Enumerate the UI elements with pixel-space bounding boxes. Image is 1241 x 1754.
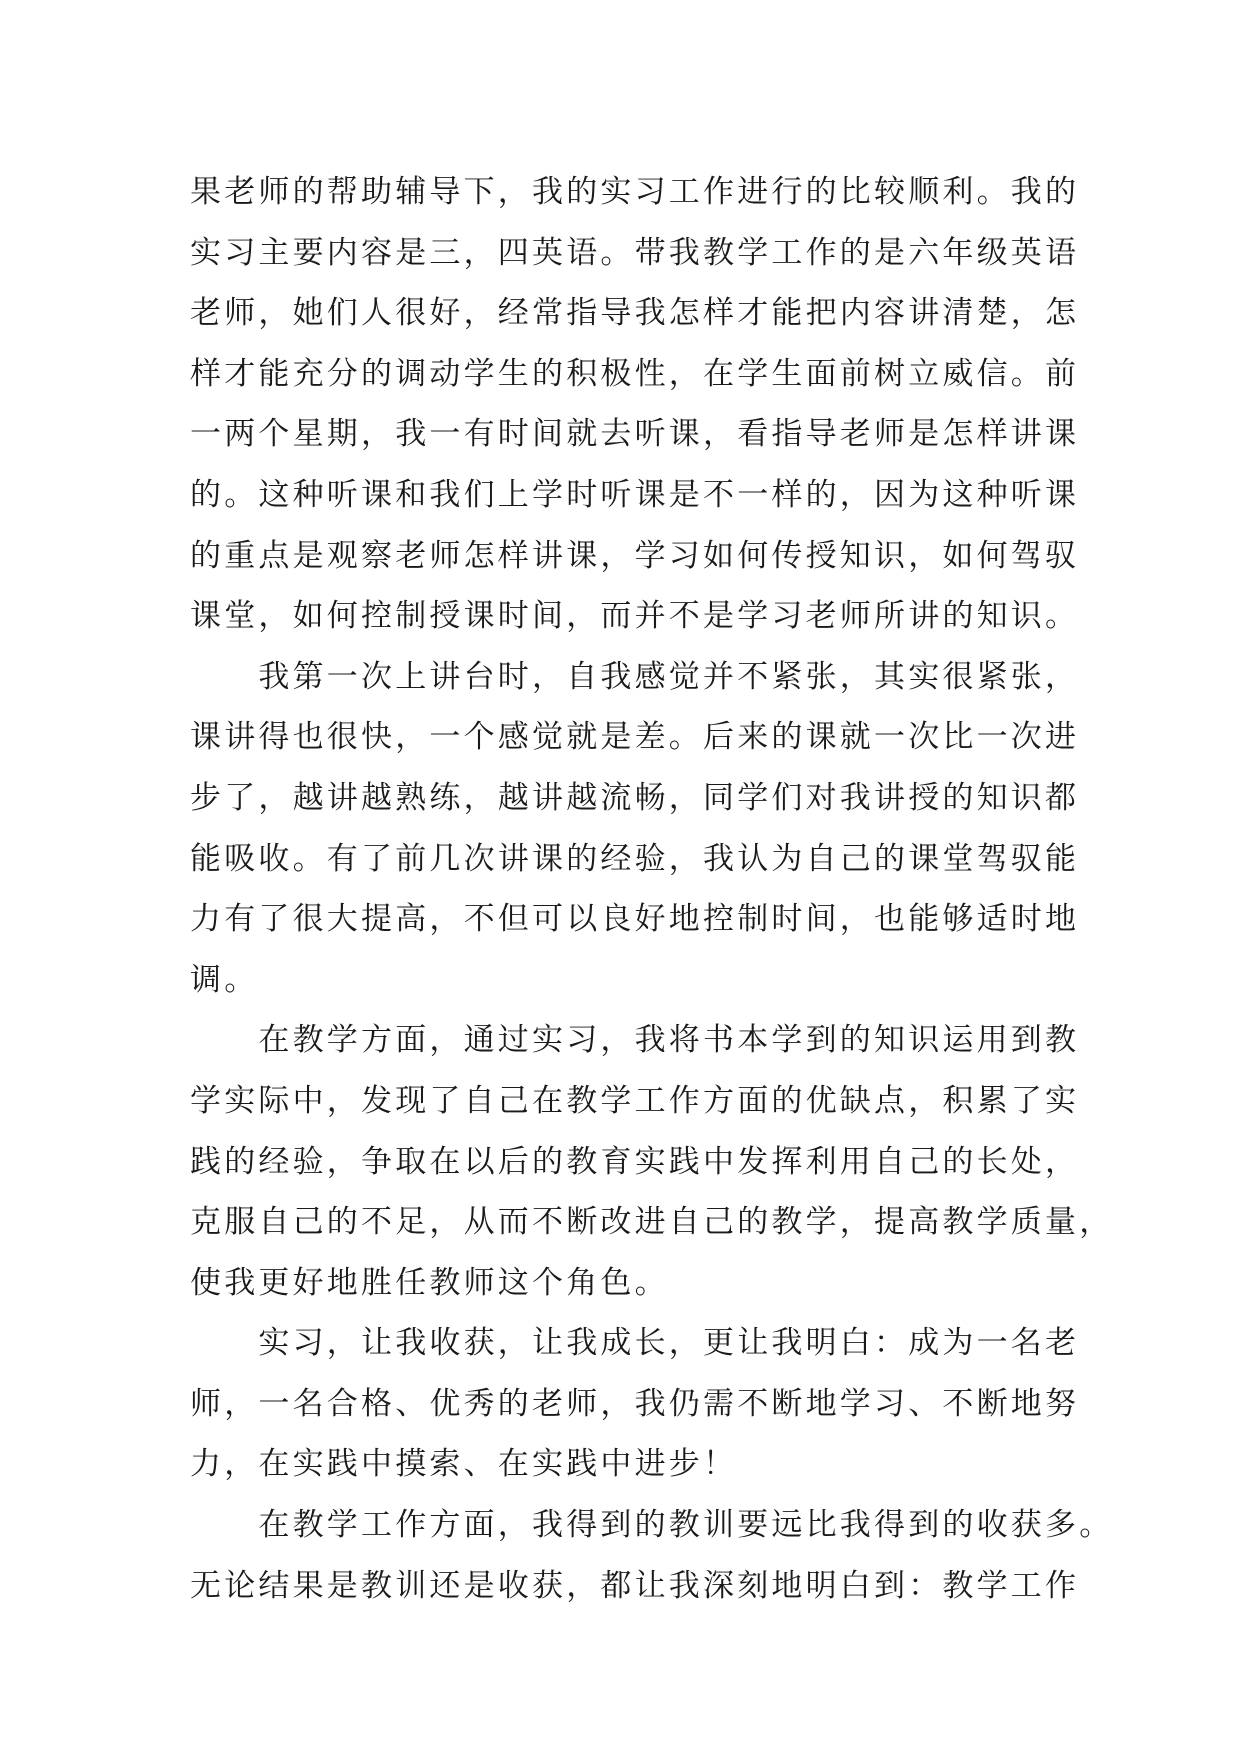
body-text (190, 162, 1114, 1616)
text-line: 在教学工作方面，我得到的教训要远比我得到的收获多。 (190, 1507, 1114, 1544)
text-line: 课讲得也很快，一个感觉就是差。后来的课就一次比一次进 (190, 719, 1080, 756)
text-line: 步了，越讲越熟练，越讲越流畅，同学们对我讲授的知识都 (190, 779, 1080, 816)
text-line: 的。这种听课和我们上学时听课是不一样的，因为这种听课 (190, 476, 1080, 513)
text-line: 师，一名合格、优秀的老师，我仍需不断地学习、不断地努 (190, 1385, 1080, 1422)
text-line: 使我更好地胜任教师这个角色。 (190, 1264, 669, 1301)
text-line: 能吸收。有了前几次讲课的经验，我认为自己的课堂驾驭能 (190, 840, 1080, 877)
text-line: 无论结果是教训还是收获，都让我深刻地明白到：教学工作 (190, 1567, 1080, 1604)
text-line: 践的经验，争取在以后的教育实践中发挥利用自己的长处， (190, 1143, 1080, 1180)
text-line: 样才能充分的调动学生的积极性，在学生面前树立威信。前 (190, 355, 1080, 392)
text-line: 学实际中，发现了自己在教学工作方面的优缺点，积累了实 (190, 1082, 1080, 1119)
text-line: 果老师的帮助辅导下，我的实习工作进行的比较顺利。我的 (190, 174, 1080, 210)
text-line: 我第一次上讲台时，自我感觉并不紧张，其实很紧张， (190, 658, 1080, 695)
text-line: 力有了很大提高，不但可以良好地控制时间，也能够适时地 (190, 901, 1080, 938)
text-line: 课堂，如何控制授课时间，而并不是学习老师所讲的知识。 (190, 598, 1080, 635)
text-line: 一两个星期，我一有时间就去听课，看指导老师是怎样讲课 (190, 416, 1080, 453)
text-line: 克服自己的不足，从而不断改进自己的教学，提高教学质量， (190, 1204, 1114, 1241)
text-line: 老师，她们人很好，经常指导我怎样才能把内容讲清楚，怎 (190, 295, 1080, 332)
text-line: 的重点是观察老师怎样讲课，学习如何传授知识，如何驾驭 (190, 537, 1080, 574)
text-line: 实习，让我收获，让我成长，更让我明白：成为一名老 (190, 1325, 1080, 1362)
text-line: 力，在实践中摸索、在实践中进步！ (190, 1446, 738, 1483)
text-line: 实习主要内容是三，四英语。带我教学工作的是六年级英语 (190, 234, 1080, 271)
text-line: 调。 (190, 961, 259, 998)
text-line: 在教学方面，通过实习，我将书本学到的知识运用到教 (190, 1022, 1080, 1059)
